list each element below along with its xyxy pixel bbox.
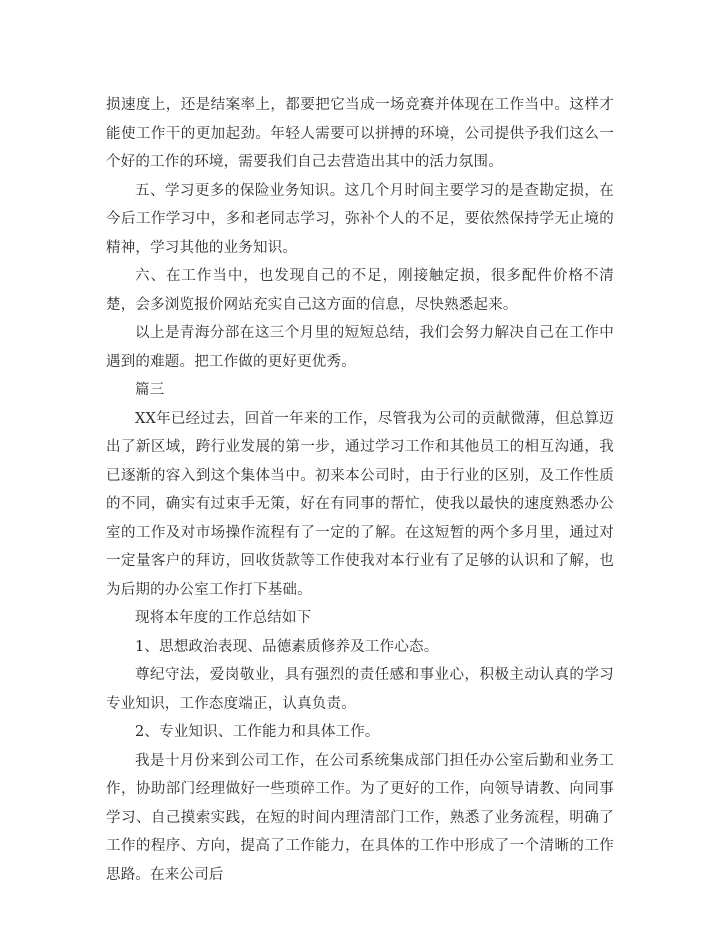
section-heading: 篇三 [135,382,165,398]
paragraph-6: 现将本年度的工作总结如下 [135,610,312,626]
paragraph-7: 尊纪守法，爱岗敬业，具有强烈的责任感和事业心，积极主动认真的学习专业知识，工作态度端正，认真负责。 [106,667,614,712]
paragraph-3: 六、在工作当中，也发现自己的不足，刚接触定损，很多配件价格不清楚，会多浏览报价网站充实自己这方面的信息，尽快熟悉起来。 [106,268,614,313]
list-item-2: 2、专业知识、工作能力和具体工作。 [135,724,380,740]
list-item-1: 1、思想政治表现、品德素质修养及工作心态。 [135,638,439,655]
paragraph-1: 损速度上，还是结案率上，都要把它当成一场竞赛并体现在工作当中。这样才能使工作干的更加起劲。年轻人需要可以拼搏的环境，公司提供予我们这么一个好的工作的环境，需要我们自己去营造出其中的活力氛围。 [106,97,614,170]
paragraph-8: 我是十月份来到公司工作，在公司系统集成部门担任办公室后勤和业务工作，协助部门经理做好一些琐碎工作。为了更好的工作，向领导请教、向同事学习、自己摸索实践，在短的时间内理清部门工作，熟悉了业务流程，明确了工作的程序、方向，提高了工作能力，在具体的工作中形成了一个清晰的工作思路。在来公司后 [106,752,614,883]
document-body [106,91,614,889]
paragraph-4: 以上是青海分部在这三个月里的短短总结，我们会努力解决自己在工作中遇到的难题。把工作做的更好更优秀。 [106,325,614,370]
paragraph-2: 五、学习更多的保险业务知识。这几个月时间主要学习的是查勘定损，在今后工作学习中，多和老同志学习，弥补个人的不足，要依然保持学无止境的精神，学习其他的业务知识。 [106,182,614,256]
paragraph-5: XX年已经过去，回首一年来的工作，尽管我为公司的贡献微薄，但总算迈出了新区域，跨行业发展的第一步，通过学习工作和其他员工的相互沟通，我已逐渐的容入到这个集体当中。初来本公司时，由于行业的区别，及工作性质的不同，确实有过束手无策，好在有同事的帮忙，使我以最快的速度熟悉办公室的工作及对市场操作流程有了一定的了解。在这短暂的两个多月里，通过对一定量客户的拜访，回收货款等工作使我对本行业有了足够的认识和了解，也为后期的办公室工作打下基础。 [106,410,614,598]
